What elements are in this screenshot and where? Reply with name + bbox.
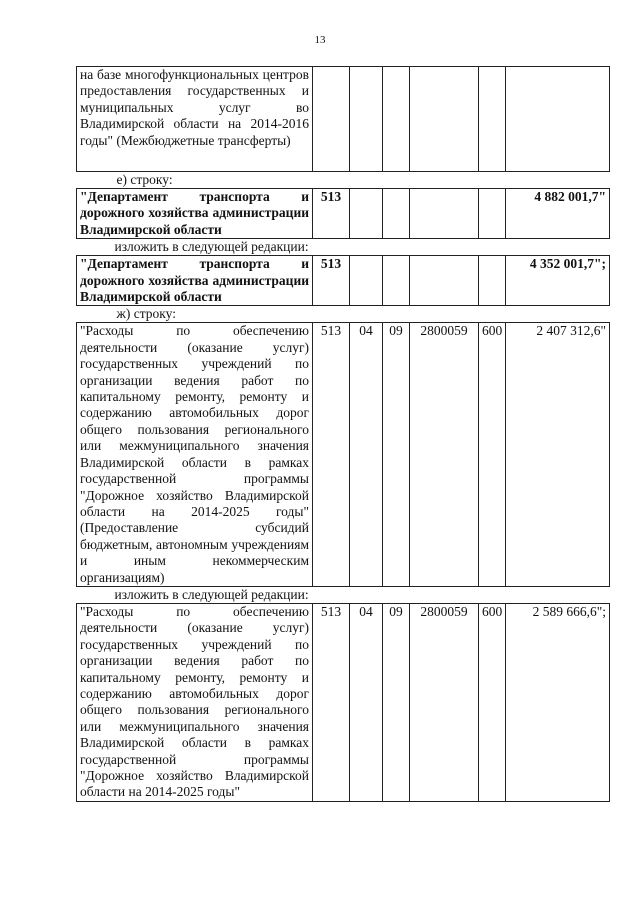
- expense-type-cell: 600: [479, 603, 506, 801]
- amount-cell: [506, 67, 610, 172]
- ministry-cell: [313, 67, 350, 172]
- section-cell: 04: [350, 603, 383, 801]
- instruction-row: [77, 172, 610, 189]
- instruction-row: [77, 239, 610, 256]
- subsection-cell: [383, 189, 410, 239]
- amount-cell: 2 407 312,6": [506, 323, 610, 587]
- ministry-cell: 513: [313, 189, 350, 239]
- table-row-new-department: [77, 256, 610, 306]
- expense-type-cell: [479, 189, 506, 239]
- row-description: "Расходы по обеспечению деятельности (оказание услуг) государственных учреждений по организации ведения работ по капитальному ремонту, ремонту и содержанию автомобильных дорог общего пользования регионального или межмуниципального значения Владимирской области в рамках государственной программы "Дорожное хозяйство Владимирской области на 2014-2025 годы": [77, 603, 313, 801]
- subsection-cell: [383, 67, 410, 172]
- target-cell: [410, 256, 479, 306]
- expense-type-cell: [479, 67, 506, 172]
- instruction-text: е) строку:: [77, 172, 610, 189]
- table-row-old-department: [77, 189, 610, 239]
- section-cell: [350, 256, 383, 306]
- section-cell: 04: [350, 323, 383, 587]
- amount-cell: 2 589 666,6";: [506, 603, 610, 801]
- subsection-cell: [383, 256, 410, 306]
- ministry-cell: 513: [313, 603, 350, 801]
- table-row-old-expenses: [77, 323, 610, 587]
- target-cell: 2800059: [410, 603, 479, 801]
- expense-type-cell: 600: [479, 323, 506, 587]
- row-description: на базе многофункциональных центров предоставления государственных и муниципальных услуг во Владимирской области на 2014-2016 годы" (Межбюджетные трансферты): [77, 67, 313, 172]
- amount-cell: 4 882 001,7": [506, 189, 610, 239]
- table-row-continued: [77, 67, 610, 172]
- target-cell: [410, 67, 479, 172]
- expense-type-cell: [479, 256, 506, 306]
- instruction-text: изложить в следующей редакции:: [77, 239, 610, 256]
- subsection-cell: 09: [383, 603, 410, 801]
- table-row-new-expenses: [77, 603, 610, 801]
- page-number: 13: [314, 34, 326, 46]
- section-cell: [350, 189, 383, 239]
- row-description: "Расходы по обеспечению деятельности (оказание услуг) государственных учреждений по организации ведения работ по капитальному ремонту, ремонту и содержанию автомобильных дорог общего пользования регионального или межмуниципального значения Владимирской области в рамках государственной программы "Дорожное хозяйство Владимирской области на 2014-2025 годы" (Предоставление субсидий бюджетным, автономным учреждениям и иным некоммерческим организациям): [77, 323, 313, 587]
- instruction-text: ж) строку:: [77, 306, 610, 323]
- instruction-row: [77, 306, 610, 323]
- amount-cell: 4 352 001,7";: [506, 256, 610, 306]
- subsection-cell: 09: [383, 323, 410, 587]
- instruction-row: [77, 586, 610, 603]
- budget-table: [76, 66, 610, 802]
- row-description: "Департамент транспорта и дорожного хозяйства администрации Владимирской области: [77, 189, 313, 239]
- ministry-cell: 513: [313, 323, 350, 587]
- ministry-cell: 513: [313, 256, 350, 306]
- row-description: "Департамент транспорта и дорожного хозяйства администрации Владимирской области: [77, 256, 313, 306]
- target-cell: 2800059: [410, 323, 479, 587]
- instruction-text: изложить в следующей редакции:: [77, 586, 610, 603]
- target-cell: [410, 189, 479, 239]
- section-cell: [350, 67, 383, 172]
